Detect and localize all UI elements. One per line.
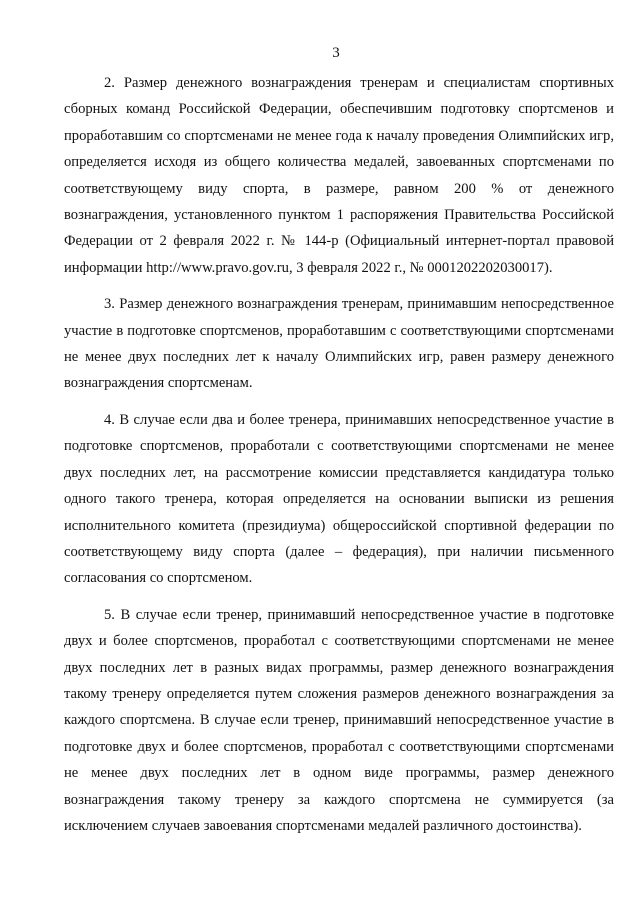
paragraph-5: 5. В случае если тренер, принимавший непосредственное участие в подготовке двух и более спортсменов, проработал с соответствующими спортсменами не менее двух последних лет в разных видах программы, размер денежного вознаграждения такому тренеру определяется путем сложения размеров денежного вознаграждения за каждого спортсмена. В случае если тренер, принимавший непосредственное участие в подготовке двух и более спортсменов, проработал с соответствующими спортсменами не менее двух последних лет в одном виде программы, размер денежного вознаграждения такому тренеру за каждого спортсмена не суммируется (за исключением случаев завоевания спортсменами медалей различного достоинства). (64, 606, 614, 834)
paragraph-2: 2. Размер денежного вознаграждения тренерам и специалистам спортивных сборных команд Российской Федерации, обеспечившим подготовку спортсменов и проработавшим со спортсменами не менее года к началу проведения Олимпийских игр, определяется исходя из общего количества медалей, завоеванных спортсменами по соответствующему виду спорта, в размере, равном 200 % от денежного вознаграждения, установленного пунктом 1 распоряжения Правительства Российской Федерации от 2 февраля 2022 г. № 144-р (Официальный интернет-портал правовой информации http://www.pravo.gov.ru, 3 февраля 2022 г., № 0001202202030017). (64, 75, 614, 276)
paragraph-4: 4. В случае если два и более тренера, принимавших непосредственное участие в подготовке спортсменов, проработали с соответствующими спортсменами не менее двух последних лет, на рассмотрение комиссии представляется кандидатура только одного такого тренера, которая определяется на основании выписки из решения исполнительного комитета (президиума) общероссийской спортивной федерации по соответствующему виду спорта (далее – федерация), при наличии письменного согласования со спортсменом. (64, 411, 614, 587)
document-body (64, 70, 614, 849)
page-number: 3 (332, 45, 340, 61)
paragraph-3: 3. Размер денежного вознаграждения тренерам, принимавшим непосредственное участие в подготовке спортсменов, проработавшим с соответствующими спортсменами не менее двух последних лет к началу Олимпийских игр, равен размеру денежного вознаграждения спортсменам. (64, 296, 614, 392)
